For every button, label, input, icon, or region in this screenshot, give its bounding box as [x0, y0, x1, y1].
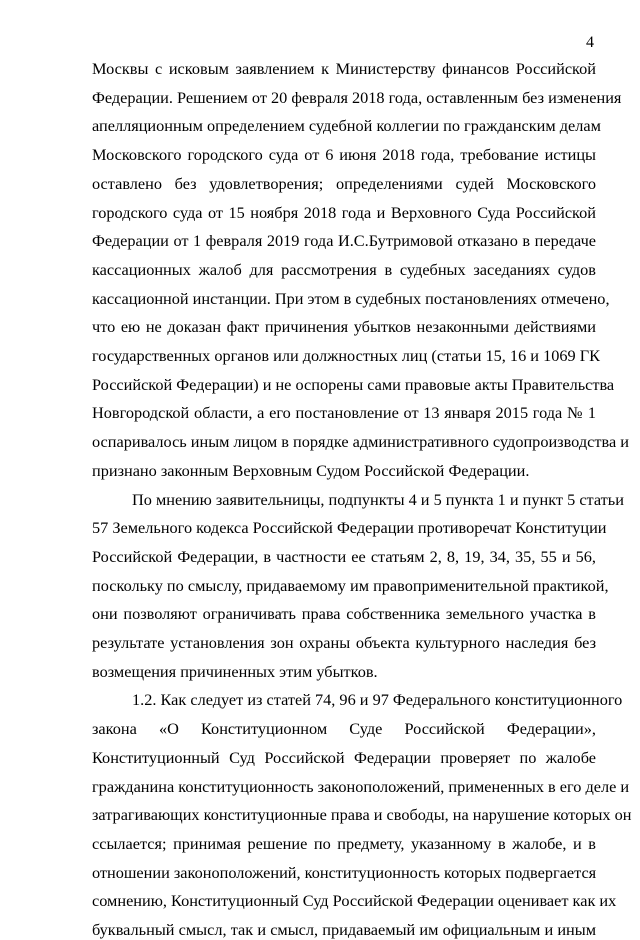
text-line: признано законным Верховным Судом Российской Федерации. — [92, 460, 530, 480]
text-line: буквальный смысл, так и смысл, придаваемый им официальным и иным — [92, 920, 596, 939]
text-line: закона «О Конституционном Суде Российской Федерации», — [92, 719, 596, 739]
text-line: Российской Федерации) и не оспорены сами правовые акты Правительства — [92, 374, 615, 394]
text-line: апелляционным определением судебной коллегии по гражданским делам — [92, 116, 601, 136]
text-line: оставлено без удовлетворения; определениями судей Московского — [92, 173, 596, 193]
text-line: Конституционный Суд Российской Федерации проверяет по жалобе — [92, 747, 596, 767]
text-line: кассационных жалоб для рассмотрения в судебных заседаниях судов — [92, 259, 596, 279]
text-line: государственных органов или должностных лиц (статьи 15, 16 и 1069 ГК — [92, 346, 600, 365]
text-line: оспаривалось иным лицом в порядке административного судопроизводства и — [92, 432, 629, 452]
text-line: отношении законоположений, конституционность которых подвергается — [92, 862, 597, 882]
text-line: Москвы с исковым заявлением к Министерству финансов Российской — [92, 59, 596, 78]
text-line: ссылается; принимая решение по предмету, указанному в жалобе, и в — [92, 833, 596, 853]
text-line: они позволяют ограничивать права собственника земельного участка в — [92, 604, 596, 624]
text-line: Российской Федерации, в частности ее статьям 2, 8, 19, 34, 35, 55 и 56, — [92, 546, 596, 566]
text-line: Федерации. Решением от 20 февраля 2018 года, оставленным без изменения — [92, 87, 622, 107]
text-line: затрагивающих конституционные права и свободы, на нарушение которых он — [92, 805, 632, 825]
text-line: 1.2. Как следует из статей 74, 96 и 97 Федерального конституционного — [132, 690, 623, 710]
text-line: Новгородской области, а его постановление от 13 января 2015 года № 1 — [92, 403, 596, 423]
text-line: результате установления зон охраны объекта культурного наследия без — [92, 633, 596, 652]
text-line: гражданина конституционность законоположений, примененных в его деле и — [92, 776, 630, 796]
page-number: 4 — [586, 34, 594, 51]
text-line: Московского городского суда от 6 июня 2018 года, требование истицы — [92, 145, 596, 165]
text-line: 57 Земельного кодекса Российской Федерации противоречат Конституции — [92, 518, 607, 538]
text-line: возмещения причиненных этим убытков. — [92, 661, 378, 681]
text-line: По мнению заявительницы, подпункты 4 и 5 пункта 1 и пункт 5 статьи — [132, 489, 624, 509]
text-line: поскольку по смыслу, придаваемому им правоприменительной практикой, — [92, 575, 609, 595]
text-line: что ею не доказан факт причинения убытков незаконными действиями — [92, 317, 596, 337]
text-line: Федерации от 1 февраля 2019 года И.С.Бутримовой отказано в передаче — [92, 231, 596, 251]
text-line: сомнению, Конституционный Суд Российской Федерации оценивает как их — [92, 891, 617, 911]
text-line: кассационной инстанции. При этом в судебных постановлениях отмечено, — [92, 288, 610, 308]
text-line: городского суда от 15 ноября 2018 года и Верховного Суда Российской — [92, 202, 596, 222]
